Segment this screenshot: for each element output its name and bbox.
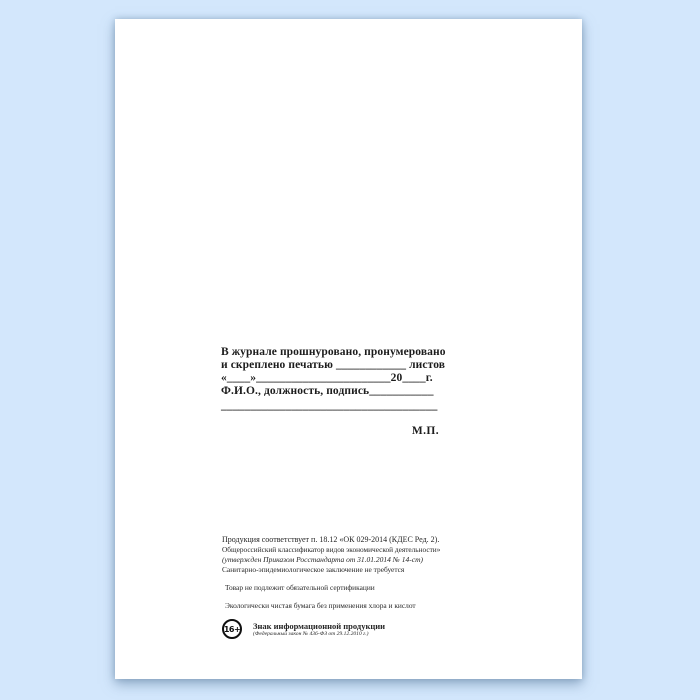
compliance-line-3: (утвержден Приказом Росстандарта от 31.01.2014 № 14-ст): [222, 555, 423, 564]
binding-note-line-1: В журнале прошнуровано, пронумеровано: [221, 346, 446, 358]
binding-note-line-3: «____»_______________________20____г.: [221, 372, 433, 384]
ecology-note: Экологически чистая бумага без применения хлора и кислот: [225, 601, 416, 610]
info-product-sign-law: (Федеральный закон № 436-ФЗ от 29.12.2010 г.): [253, 630, 369, 637]
compliance-line-1: Продукция соответствует п. 18.12 «ОК 029-2014 (КДЕС Ред. 2).: [222, 535, 440, 544]
seal-place-mark: М.П.: [411, 425, 439, 437]
document-page: [115, 19, 582, 679]
binding-certification-block: [221, 346, 446, 438]
compliance-line-2: Общероссийский классификатор видов экономической деятельности»: [222, 545, 441, 554]
signature-underline: _____________________________________: [221, 400, 438, 412]
sanitary-note: Санитарно-эпидемиологическое заключение не требуется: [222, 565, 405, 574]
footer-compliance-block: [222, 535, 472, 639]
binding-note-line-4: Ф.И.О., должность, подпись___________: [221, 385, 434, 397]
age-rating-16-badge-icon: 16+: [222, 619, 242, 639]
age-rating-text: [253, 621, 385, 638]
info-product-sign-title: Знак информационной продукции: [253, 620, 386, 631]
age-rating-row: [222, 619, 472, 639]
binding-note-line-2: и скреплено печатью ____________ листов: [221, 359, 446, 371]
certification-note: Товар не подлежит обязательной сертификации: [225, 583, 375, 592]
